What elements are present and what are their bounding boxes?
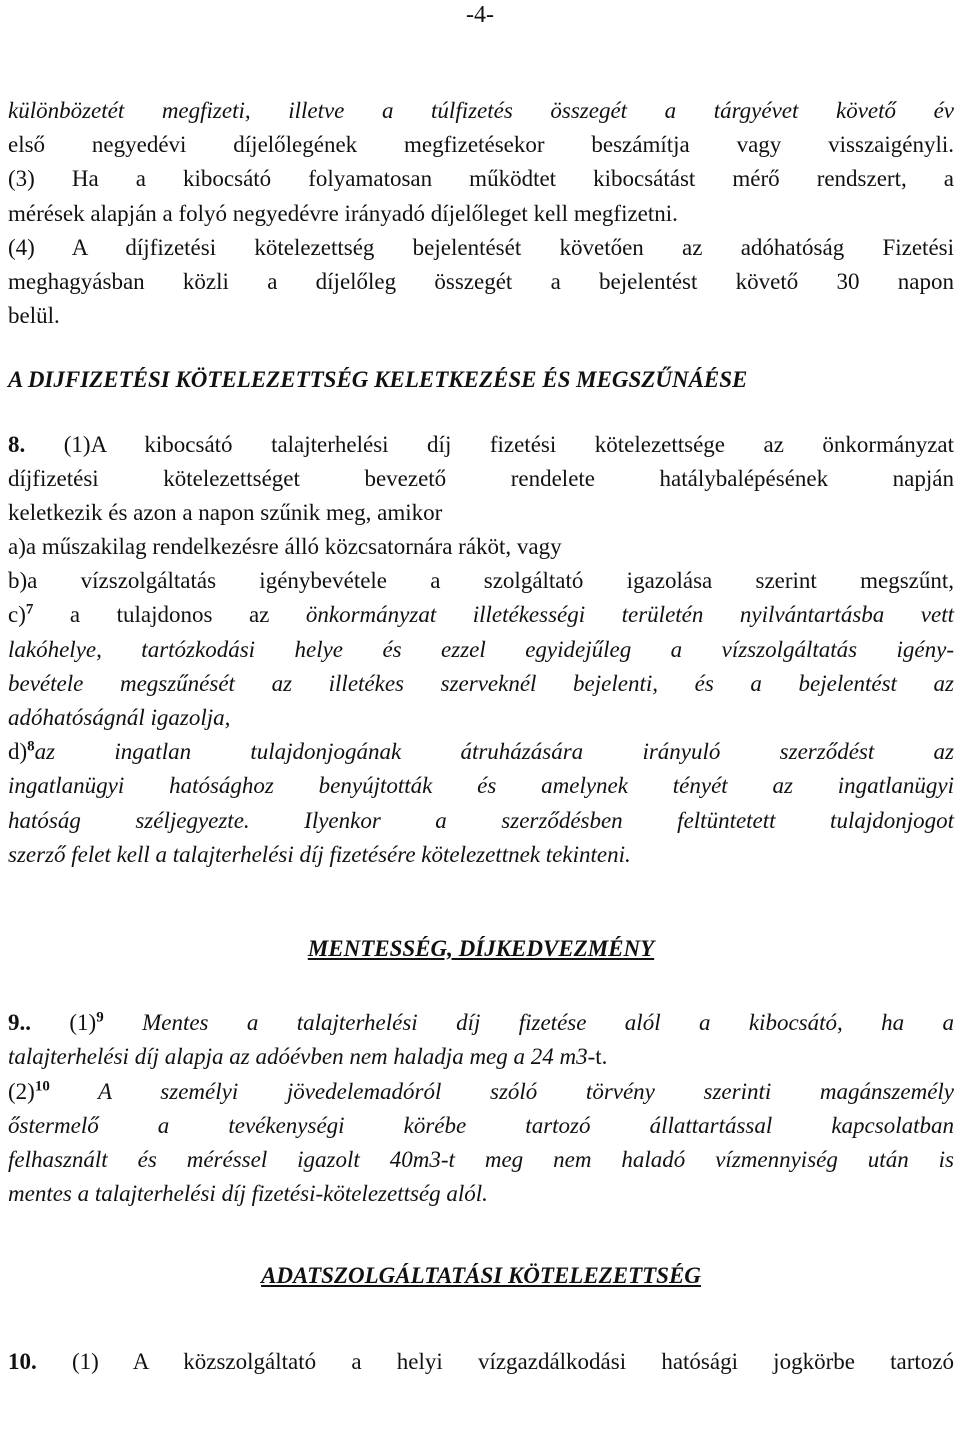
text-line: (3) Ha a kibocsátó folyamatosan működtet kibocsátást mérő rendszert, a: [8, 166, 954, 192]
text-line: adóhatóságnál igazolja,: [8, 705, 231, 730]
text-line: mérések alapján a folyó negyedévre irányadó díjelőleget kell megfizetni.: [8, 200, 678, 226]
text-line: lakóhelye, tartózkodási helye és ezzel egyidejűleg a vízszolgáltatás igény-: [8, 636, 954, 662]
page-number: -4-: [466, 2, 494, 28]
text-line: különbözetét megfizeti, illetve a túlfizetés összegét a tárgyévet követő év: [8, 98, 954, 123]
text-line: első negyedévi díjelőlegének megfizetésekor beszámítja vagy visszaigényli.: [8, 132, 954, 158]
section-heading: ADATSZOLGÁLTATÁSI KÖTELEZETTSÉG: [261, 1263, 701, 1289]
text-line: ingatlanügyi hatósághoz benyújtották és amelynek tényét az ingatlanügyi: [8, 773, 954, 799]
list-item-b: b)a vízszolgáltatás igénybevétele a szolgáltató igazolása szerint megszűnt,: [8, 568, 954, 594]
text-line: 10. (1) A közszolgáltató a helyi vízgazdálkodási hatósági jogkörbe tartozó: [8, 1349, 954, 1375]
text-line: mentes a talajterhelési díj fizetési-kötelezettség alól.: [8, 1181, 488, 1207]
text-line: bevétele megszűnését az illetékes szerveknél bejelenti, és a bejelentést az: [8, 670, 954, 696]
section-9: [8, 1006, 954, 1211]
section-number: 10.: [8, 1349, 37, 1375]
section-number: 9.: [8, 1010, 26, 1036]
text-line: (4) A díjfizetési kötelezettség bejelentését követően az adóhatóság Fizetési: [8, 234, 954, 260]
paragraph-intro: [8, 94, 954, 162]
list-item-c: c)$^7$ a tulajdonos az önkormányzat illetékességi területén nyilvántartásba vett: [8, 601, 954, 628]
text-line: $(2)^{10}$ A személyi jövedelemadóról szóló törvény szerinti magánszemély: [8, 1077, 954, 1104]
footnote-ref[interactable]: 9: [96, 1009, 104, 1026]
section-10: [8, 1345, 954, 1379]
footnote-ref[interactable]: 8: [27, 738, 35, 755]
text-line: felhasznált és méréssel igazolt 40m3-t meg nem haladó vízmennyiség után is: [8, 1146, 954, 1172]
footnote-ref[interactable]: 7: [25, 601, 34, 618]
text-line: 9.. $(1)^9$ Mentes a talajterhelési díj fizetése alól a kibocsátó, ha a: [8, 1009, 954, 1036]
paragraph-4: [8, 231, 954, 334]
paragraph-3: [8, 162, 954, 230]
document-body: [8, 94, 954, 1380]
text-line: díjfizetési kötelezettséget bevezető rendelete hatálybalépésének napján: [8, 465, 954, 491]
text-line: 8. (1)A kibocsátó talajterhelési díj fizetési kötelezettsége az önkormányzat: [8, 431, 954, 457]
text-line: őstermelő a tevékenységi körébe tartozó állattartással kapcsolatban: [8, 1112, 954, 1138]
list-item-a: a)a műszakilag rendelkezésre álló közcsatornára ráköt, vagy: [8, 534, 562, 560]
text-line: belül.: [8, 303, 60, 329]
text-line: hatóság széljegyezte. Ilyenkor a szerződésben feltüntetett tulajdonjogot: [8, 807, 954, 833]
section-8: [8, 428, 954, 872]
text-line: szerző felet kell a talajterhelési díj fizetésére kötelezettnek tekinteni.: [8, 841, 631, 867]
text-line: keletkezik és azon a napon szűnik meg, amikor: [8, 499, 443, 525]
text-line: talajterhelési díj alapja az adóévben nem haladja meg a 24 m3-t.: [8, 1044, 608, 1070]
section-heading: A DIJFIZETÉSI KÖTELEZETTSÉG KELETKEZÉSE ÉS MEGSZŰNÁÉSE: [8, 367, 748, 393]
text-line: meghagyásban közli a díjelőleg összegét a bejelentést követő 30 napon: [8, 268, 954, 294]
section-number: 8.: [8, 431, 26, 457]
footnote-ref[interactable]: 10: [34, 1077, 50, 1094]
section-heading: MENTESSÉG, DÍJKEDVEZMÉNY: [307, 935, 655, 961]
list-item-d: d)$^8$az ingatlan tulajdonjogának átruházására irányuló szerződést az: [8, 738, 954, 765]
